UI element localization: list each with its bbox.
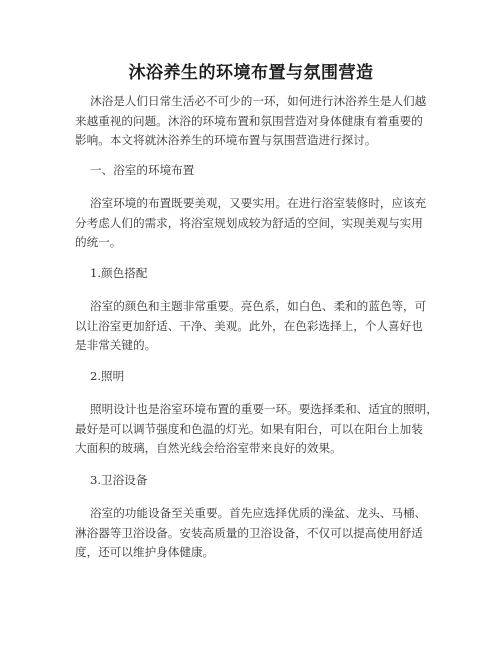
paragraph-line: 照明设计也是浴室环境布置的重要一环。要选择柔和、适宜的照明， (90, 402, 438, 416)
paragraph-line: 浴室的功能设备至关重要。首先应选择优质的澡盆、龙头、马桶、 (90, 506, 427, 520)
paragraph-line: 是非常关键的。 (75, 338, 157, 352)
color-paragraph (75, 297, 435, 356)
paragraph-line: 大面积的玻璃，自然光线会给浴室带来良好的效果。 (75, 441, 342, 455)
intro-paragraph (75, 92, 435, 151)
paragraph-line: 来越重视的问题。沐浴的环境布置和氛围营造对身体健康有着重要的 (75, 113, 423, 128)
subsection-heading: 1.颜色搭配 (90, 266, 148, 280)
paragraph-line: 的统一。 (75, 235, 122, 249)
section1-paragraph (75, 194, 435, 253)
lighting-paragraph (75, 400, 438, 459)
subsection-heading: 3.卫浴设备 (90, 473, 148, 487)
paragraph-line: 分考虑人们的需求，将浴室规划成较为舒适的空间，实现美观与实用 (75, 215, 423, 230)
paragraph-line: 度，还可以维护身体健康。 (75, 545, 215, 559)
paragraph-line: 浴室的颜色和主题非常重要。亮色系，如白色、柔和的蓝色等，可 (90, 299, 427, 313)
document-title: 沐浴养生的环境布置与氛围营造 (128, 63, 374, 83)
paragraph-line: 影响。本文将就沐浴养生的环境布置与氛围营造进行探讨。 (75, 133, 377, 147)
paragraph-line: 沐浴是人们日常生活必不可少的一环，如何进行沐浴养生是人们越 (90, 94, 427, 108)
paragraph-line: 最好是可以调节强度和色温的灯光。如果有阳台，可以在阳台上加装 (75, 421, 423, 436)
paragraph-line: 浴室环境的布置既要美观，又要实用。在进行浴室装修时，应该充 (90, 196, 427, 210)
subsection-heading: 2.照明 (90, 369, 125, 383)
paragraph-line: 淋浴器等卫浴设备。安装高质量的卫浴设备，不仅可以提高使用舒适 (75, 525, 423, 540)
paragraph-line: 以让浴室更加舒适、干净、美观。此外，在色彩选择上，个人喜好也 (75, 318, 423, 333)
fixtures-paragraph (75, 504, 435, 563)
section-heading: 一、浴室的环境布置 (90, 163, 195, 177)
